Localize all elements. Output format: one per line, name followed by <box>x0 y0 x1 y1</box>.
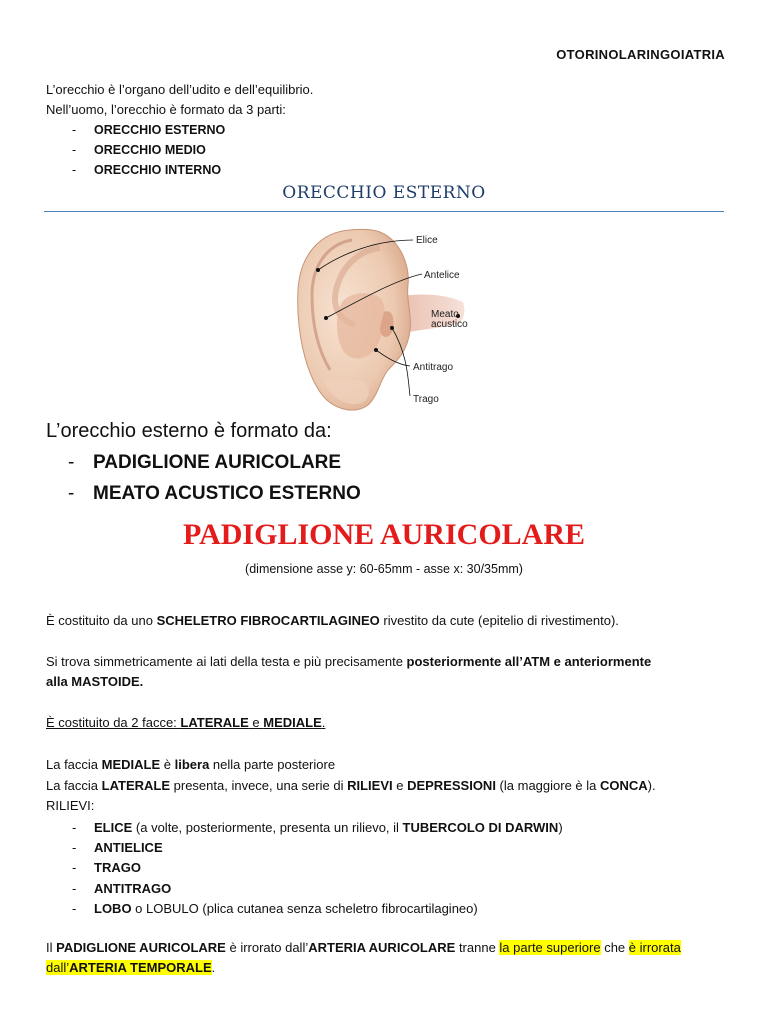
section-divider <box>44 211 724 212</box>
paragraph-facce: È costituito da 2 facce: LATERALE e MEDIALE. <box>46 715 326 730</box>
list-item: - ANTITRAGO <box>72 880 172 896</box>
label-elice: Elice <box>416 235 438 246</box>
label-antelice: Antelice <box>424 270 460 281</box>
label-meato: Meato <box>431 309 459 320</box>
paragraph-irrorazione: Il PADIGLIONE AURICOLARE è irrorato dall’ARTERIA AURICOLARE tranne la parte superiore che è irrorata dall’ARTERIA TEMPORALE. <box>46 940 681 975</box>
section-heading: ORECCHIO ESTERNO <box>282 183 486 203</box>
label-antitrago: Antitrago <box>413 362 454 373</box>
parts-list <box>72 120 225 180</box>
rilievi-list <box>72 818 563 919</box>
list-item: - MEATO ACUSTICO ESTERNO <box>68 483 361 504</box>
list-item: - ORECCHIO INTERNO <box>72 163 222 177</box>
list-item: - ELICE (a volte, posteriormente, presenta un rilievo, il TUBERCOLO DI DARWIN) <box>72 820 563 835</box>
list-item: - ORECCHIO ESTERNO <box>72 123 226 137</box>
list-item: - TRAGO <box>72 860 141 876</box>
ear-illustration <box>280 220 485 420</box>
highlight: la parte superiore <box>499 940 601 955</box>
padiglione-heading: PADIGLIONE AURICOLARE <box>183 518 585 551</box>
paragraph-faccia-laterale: La faccia LATERALE presenta, invece, una serie di RILIEVI e DEPRESSIONI (la maggiore è la CONCA). <box>46 778 656 793</box>
intro-line-1: L’orecchio è l’organo dell’udito e dell’equilibrio. <box>46 82 314 97</box>
label-trago: Trago <box>413 394 439 405</box>
list-item: - PADIGLIONE AURICOLARE <box>68 452 342 473</box>
label-acustico: acustico <box>431 319 468 330</box>
highlight: dall’ARTERIA TEMPORALE <box>46 960 212 975</box>
list-item: - LOBO o LOBULO (plica cutanea senza scheletro fibrocartilagineo) <box>72 900 478 916</box>
intro-line-2: Nell’uomo, l’orecchio è formato da 3 parti: <box>46 102 286 117</box>
list-item: - ORECCHIO MEDIO <box>72 143 206 157</box>
intro-text <box>46 80 313 120</box>
paragraph-posizione: Si trova simmetricamente ai lati della testa e più precisamente posteriormente all’ATM e anteriormente alla MASTOIDE. <box>46 654 652 689</box>
paragraph-scheletro: È costituito da uno SCHELETRO FIBROCARTILAGINEO rivestito da cute (epitelio di rivestimento). <box>46 613 619 628</box>
paragraph-faccia-mediale: La faccia MEDIALE è libera nella parte posteriore <box>46 757 336 772</box>
rilievi-label: RILIEVI: <box>46 798 95 813</box>
highlight: è irrorata <box>628 940 681 955</box>
esterno-list <box>68 447 361 509</box>
dimensions-note: (dimensione asse y: 60-65mm - asse x: 30/35mm) <box>245 562 523 576</box>
list-item: - ANTIELICE <box>72 840 163 856</box>
esterno-intro: L’orecchio esterno è formato da: <box>46 420 332 442</box>
header-title: OTORINOLARINGOIATRIA <box>556 47 725 62</box>
